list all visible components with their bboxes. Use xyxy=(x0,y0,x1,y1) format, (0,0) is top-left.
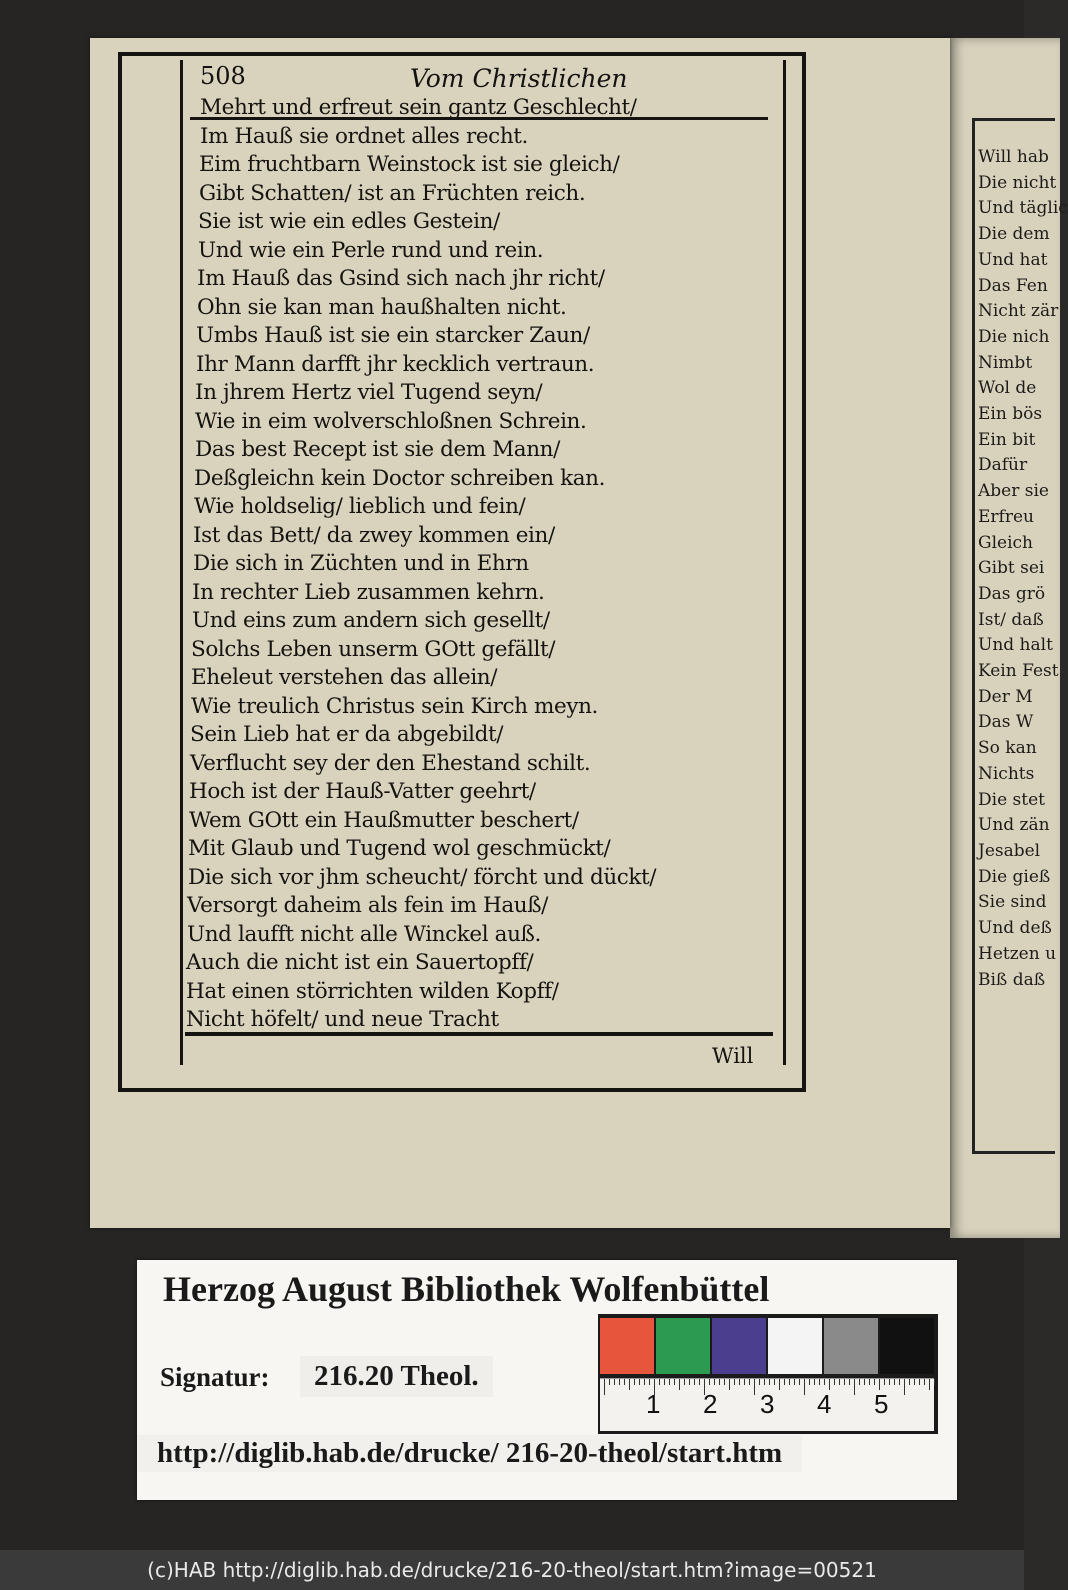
verse-line: In rechter Lieb zusammen kehrn. xyxy=(192,579,545,605)
ruler-tick xyxy=(909,1379,910,1385)
facing-page-line: Und täglic xyxy=(978,198,1068,219)
facing-page-line: Der M xyxy=(978,686,1033,707)
color-swatch xyxy=(600,1318,654,1374)
ruler-tick xyxy=(759,1379,760,1385)
facing-page-line: Nimbt xyxy=(978,352,1033,373)
signatur-value: 216.20 Theol. xyxy=(300,1356,493,1397)
ruler-tick xyxy=(844,1379,845,1385)
facing-page-line: Ein bös xyxy=(978,404,1043,425)
facing-page-line: Die stet xyxy=(978,789,1045,810)
ruler-tick xyxy=(899,1379,900,1385)
ruler-tick xyxy=(724,1379,725,1385)
verse-line: Gibt Schatten/ ist an Früchten reich. xyxy=(199,180,586,206)
color-swatch xyxy=(656,1318,710,1374)
ruler-tick xyxy=(794,1379,795,1385)
facing-page-line: Die nicht xyxy=(978,172,1057,193)
ruler-tick xyxy=(729,1379,730,1390)
ruler-tick xyxy=(849,1379,850,1385)
verse-line: Versorgt daheim als fein im Hauß/ xyxy=(187,893,549,918)
facing-page-line: Will hab xyxy=(978,147,1049,167)
ruler-tick xyxy=(924,1379,925,1385)
signatur-label: Signatur: xyxy=(160,1362,270,1392)
ruler-tick xyxy=(684,1379,685,1385)
ruler-tick xyxy=(739,1379,740,1385)
facing-page-line: Hetzen u xyxy=(978,943,1057,964)
ruler-tick xyxy=(884,1379,885,1385)
verse-line: Deßgleichn kein Doctor schreiben kan. xyxy=(194,465,606,491)
ruler-tick xyxy=(789,1379,790,1385)
ruler-tick xyxy=(634,1379,635,1385)
library-name: Herzog August Bibliothek Wolfenbüttel xyxy=(163,1269,770,1309)
ruler-tick xyxy=(639,1379,640,1385)
ruler-tick xyxy=(719,1379,720,1385)
facing-page-line: Die dem xyxy=(978,224,1050,245)
color-swatch xyxy=(768,1318,822,1374)
ruler-tick xyxy=(869,1379,870,1385)
ruler-tick xyxy=(854,1379,855,1395)
image-caption: (c)HAB http://diglib.hab.de/drucke/216-20-theol/start.htm?image=00521 xyxy=(0,1550,1024,1590)
ruler-tick xyxy=(834,1379,835,1385)
facing-page-line: Sie sind xyxy=(978,892,1047,913)
verse-line: Im Hauß das Gsind sich nach jhr richt/ xyxy=(197,266,605,291)
running-head: Vom Christlichen xyxy=(410,64,628,93)
ruler-tick xyxy=(609,1379,610,1385)
ruler-tick xyxy=(874,1379,875,1385)
verse-line: Die sich in Züchten und in Ehrn xyxy=(193,551,529,576)
verse-text xyxy=(186,94,657,1035)
ruler-tick xyxy=(819,1379,820,1385)
verse-line: Eim fruchtbarn Weinstock ist sie gleich/ xyxy=(199,152,620,177)
facing-page-line: Und zän xyxy=(978,815,1050,836)
ruler-tick xyxy=(624,1379,625,1385)
verse-line: Hoch ist der Hauß-Vatter geehrt/ xyxy=(189,779,536,804)
ruler-tick xyxy=(904,1379,905,1395)
ruler-tick xyxy=(814,1379,815,1385)
verse-line: Solchs Leben unserm GOtt gefällt/ xyxy=(191,636,556,662)
verse-line: Sein Lieb hat er da abgebildt/ xyxy=(190,722,504,747)
facing-page-line: Und hat xyxy=(978,249,1048,270)
verse-line: Wie in eim wolverschloßnen Schrein. xyxy=(195,408,587,434)
verse-line: Wie holdselig/ lieblich und fein/ xyxy=(194,494,526,519)
verse-line: Hat einen störrichten wilden Kopff/ xyxy=(186,978,559,1004)
ruler-tick xyxy=(659,1379,660,1385)
facing-page-line: Gibt sei xyxy=(978,558,1045,579)
facing-page-line: Und halt xyxy=(978,635,1053,656)
verse-line: Umbs Hauß ist sie ein starcker Zaun/ xyxy=(196,323,590,348)
ruler-tick xyxy=(674,1379,675,1385)
verse-line: In jhrem Hertz viel Tugend seyn/ xyxy=(195,380,543,405)
color-swatch xyxy=(824,1318,878,1374)
ruler-tick xyxy=(679,1379,680,1390)
ruler-tick xyxy=(744,1379,745,1385)
facing-page-line: Jesabel xyxy=(978,840,1041,861)
facing-page-line: Die gieß xyxy=(978,866,1051,887)
ruler-tick xyxy=(644,1379,645,1385)
facing-page-line: Das grö xyxy=(978,583,1046,604)
verse-line: Und laufft nicht alle Winckel auß. xyxy=(187,921,541,947)
color-swatch xyxy=(880,1318,934,1374)
facing-page-line: Ein bit xyxy=(978,429,1036,450)
scale-ruler xyxy=(600,1378,934,1431)
facing-page-line: Erfreu xyxy=(978,506,1034,527)
ruler-number: 4 xyxy=(817,1389,832,1419)
facing-page-line: Wol de xyxy=(978,378,1037,399)
facing-page-line: Nicht zär xyxy=(978,301,1059,322)
ruler-tick xyxy=(714,1379,715,1385)
facing-page-line: Und deß xyxy=(978,918,1052,939)
ruler-tick xyxy=(804,1379,805,1395)
page-number: 508 xyxy=(200,62,246,90)
ruler-number: 1 xyxy=(646,1389,661,1419)
ruler-tick xyxy=(699,1379,700,1385)
verse-line: Ihr Mann darfft jhr kecklich vertraun. xyxy=(196,351,595,377)
ruler-tick xyxy=(754,1379,755,1395)
facing-page-line: Aber sie xyxy=(978,481,1049,502)
verse-line: Im Hauß sie ordnet alles recht. xyxy=(200,123,528,149)
ruler-tick xyxy=(709,1379,710,1385)
ruler-tick xyxy=(749,1379,750,1385)
verse-line: Eheleut verstehen das allein/ xyxy=(191,665,498,690)
verse-line: Und wie ein Perle rund und rein. xyxy=(198,237,544,263)
ruler-tick xyxy=(824,1379,825,1385)
verse-line: Sie ist wie ein edles Gestein/ xyxy=(198,209,500,234)
ruler-tick xyxy=(689,1379,690,1385)
verse-line: Nicht höfelt/ und neue Tracht xyxy=(186,1007,499,1032)
ruler-tick xyxy=(934,1379,935,1385)
ruler-tick xyxy=(764,1379,765,1385)
ruler-tick xyxy=(929,1379,930,1390)
ruler-tick xyxy=(889,1379,890,1385)
ruler-tick xyxy=(619,1379,620,1385)
ruler-tick xyxy=(694,1379,695,1385)
ruler-tick xyxy=(919,1379,920,1385)
ruler-tick xyxy=(734,1379,735,1385)
ruler-tick xyxy=(669,1379,670,1385)
facing-page-line: Die nich xyxy=(978,326,1050,347)
library-url: http://diglib.hab.de/drucke/ 216-20-theol/start.htm xyxy=(137,1435,802,1472)
ruler-number: 2 xyxy=(703,1389,718,1419)
catchword: Will xyxy=(712,1044,754,1068)
facing-page-line: Biß daß xyxy=(978,969,1046,990)
facing-page-line: Dafür xyxy=(978,455,1028,476)
verse-line: Ohn sie kan man haußhalten nicht. xyxy=(197,294,567,320)
ruler-tick xyxy=(809,1379,810,1385)
verse-line: Verflucht sey der den Ehestand schilt. xyxy=(190,750,591,776)
facing-page-line: Das Fen xyxy=(978,275,1048,296)
verse-line: Das best Recept ist sie dem Mann/ xyxy=(195,437,560,462)
verse-line: Die sich vor jhm scheucht/ förcht und dückt/ xyxy=(188,864,657,890)
verse-line: Auch die nicht ist ein Sauertopff/ xyxy=(186,950,534,975)
ruler-number: 3 xyxy=(760,1389,775,1419)
facing-page-line: Ist/ daß xyxy=(978,609,1044,630)
ruler-tick xyxy=(839,1379,840,1385)
verse-line: Mit Glaub und Tugend wol geschmückt/ xyxy=(188,836,611,861)
ruler-number: 5 xyxy=(874,1389,889,1419)
ruler-tick xyxy=(649,1379,650,1385)
facing-page-line: So kan xyxy=(978,738,1037,759)
facing-page-line: Das W xyxy=(978,712,1034,733)
ruler-tick xyxy=(614,1379,615,1385)
color-swatch xyxy=(712,1318,766,1374)
verse-line: Ist das Bett/ da zwey kommen ein/ xyxy=(193,522,555,548)
ruler-tick xyxy=(769,1379,770,1385)
verse-line: Wem GOtt ein Haußmutter beschert/ xyxy=(189,807,579,833)
facing-page-line: Nichts xyxy=(978,763,1035,784)
verse-line: Wie treulich Christus sein Kirch meyn. xyxy=(191,693,598,719)
ruler-tick xyxy=(799,1379,800,1385)
ruler-tick xyxy=(894,1379,895,1385)
ruler-tick xyxy=(784,1379,785,1385)
ruler-tick xyxy=(914,1379,915,1385)
verse-line: Mehrt und erfreut sein gantz Geschlecht/ xyxy=(200,95,637,120)
ruler-tick xyxy=(779,1379,780,1390)
ruler-tick xyxy=(629,1379,630,1390)
ruler-tick xyxy=(604,1379,605,1395)
facing-page-line: Kein Fest xyxy=(978,661,1059,682)
ruler-tick xyxy=(664,1379,665,1385)
ruler-tick xyxy=(864,1379,865,1385)
ruler-tick xyxy=(774,1379,775,1385)
verse-line: Und eins zum andern sich gesellt/ xyxy=(192,608,550,633)
facing-page-text xyxy=(978,145,1068,993)
facing-page-line: Gleich xyxy=(978,532,1033,553)
ruler-tick xyxy=(859,1379,860,1385)
